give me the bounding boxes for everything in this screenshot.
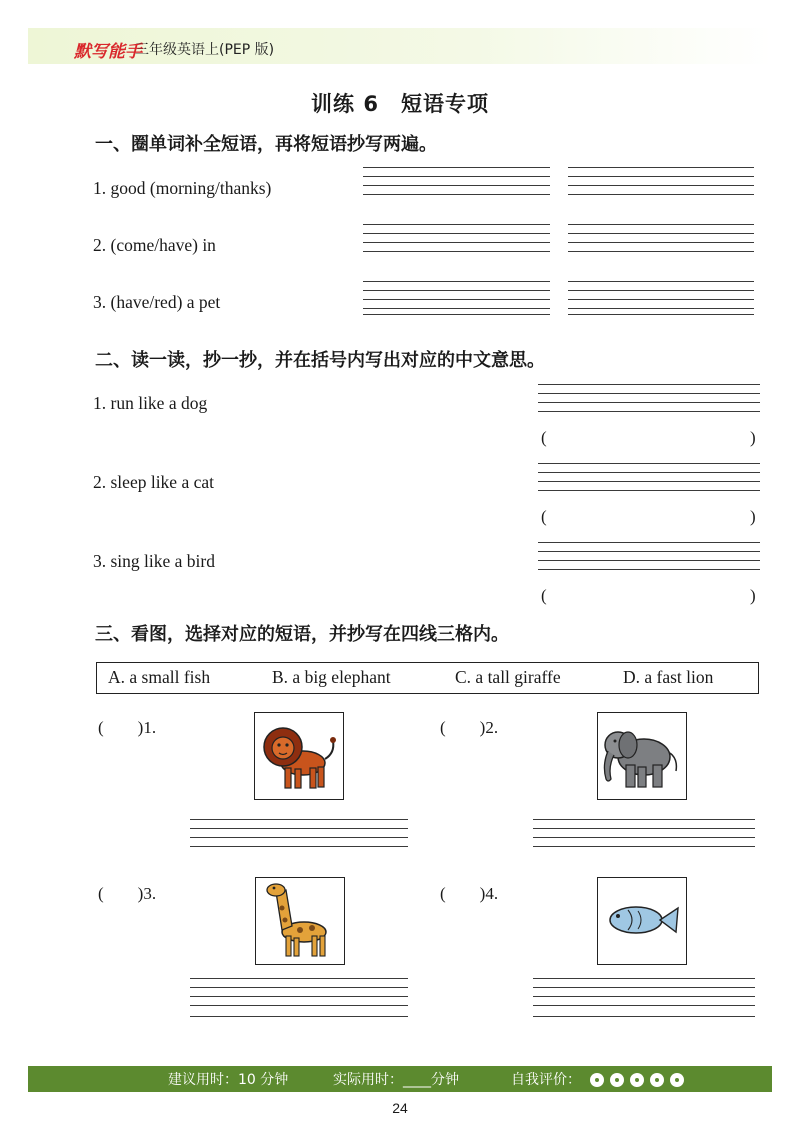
section-2-heading: 二、读一读，抄一抄，并在括号内写出对应的中文意思。	[95, 350, 545, 371]
option-b: B. a big elephant	[272, 667, 391, 687]
page-number: 24	[392, 1100, 408, 1116]
writing-lines[interactable]	[363, 167, 550, 195]
s2-question-1: 1. run like a dog	[93, 393, 208, 413]
writing-lines[interactable]	[363, 224, 550, 252]
lion-icon	[255, 713, 341, 797]
suggested-time: 建议用时：10 分钟	[168, 1072, 289, 1088]
option-d: D. a fast lion	[623, 667, 714, 687]
fish-icon	[598, 878, 684, 962]
option-a: A. a small fish	[108, 667, 211, 687]
picture-frame	[597, 877, 687, 965]
s2-question-3: 3. sing like a bird	[93, 551, 215, 571]
answer-paren-open: (	[541, 507, 547, 526]
answer-paren-close: )	[750, 507, 756, 526]
page-title: 训练 6 短语专项	[311, 92, 489, 116]
section-3-heading: 三、看图，选择对应的短语，并抄写在四线三格内。	[95, 624, 509, 645]
writing-lines[interactable]	[568, 281, 754, 309]
book-subtitle: 三年级英语上(PEP 版)	[135, 42, 275, 58]
writing-lines[interactable]	[533, 1016, 755, 1020]
elephant-icon	[598, 713, 684, 797]
picture-frame	[597, 712, 687, 800]
picture-frame	[254, 712, 344, 800]
writing-lines[interactable]	[538, 542, 760, 570]
writing-lines[interactable]	[190, 1016, 408, 1020]
self-evaluation: 自我评价：	[511, 1072, 581, 1088]
question-4-label[interactable]: ( )4.	[440, 884, 499, 903]
rating-flowers[interactable]	[588, 1071, 688, 1093]
writing-lines[interactable]	[568, 314, 754, 324]
answer-paren-open: (	[541, 428, 547, 447]
question-3-label[interactable]: ( )3.	[98, 884, 157, 903]
writing-lines[interactable]	[363, 281, 550, 309]
s1-question-1: 1. good (morning/thanks)	[93, 178, 272, 198]
option-c: C. a tall giraffe	[455, 667, 561, 687]
answer-paren-close: )	[750, 586, 756, 605]
writing-lines[interactable]	[538, 384, 760, 412]
giraffe-icon	[256, 878, 342, 962]
s2-question-2: 2. sleep like a cat	[93, 472, 214, 492]
question-2-label[interactable]: ( )2.	[440, 718, 499, 737]
actual-time: 实际用时：____分钟	[333, 1072, 459, 1088]
s1-question-3: 3. (have/red) a pet	[93, 292, 221, 312]
flower-icon	[588, 1071, 688, 1089]
question-1-label[interactable]: ( )1.	[98, 718, 157, 737]
writing-lines[interactable]	[363, 314, 550, 324]
writing-lines[interactable]	[568, 224, 754, 252]
s1-question-2: 2. (come/have) in	[93, 235, 216, 255]
picture-frame	[255, 877, 345, 965]
section-1-heading: 一、圈单词补全短语，再将短语抄写两遍。	[95, 134, 437, 155]
writing-lines[interactable]	[538, 463, 760, 491]
writing-lines[interactable]	[533, 819, 755, 847]
writing-lines[interactable]	[190, 978, 408, 1006]
answer-paren-close: )	[750, 428, 756, 447]
answer-paren-open: (	[541, 586, 547, 605]
writing-lines[interactable]	[533, 978, 755, 1006]
writing-lines[interactable]	[190, 819, 408, 847]
writing-lines[interactable]	[568, 167, 754, 195]
brand-logo: 默写能手	[74, 42, 142, 62]
